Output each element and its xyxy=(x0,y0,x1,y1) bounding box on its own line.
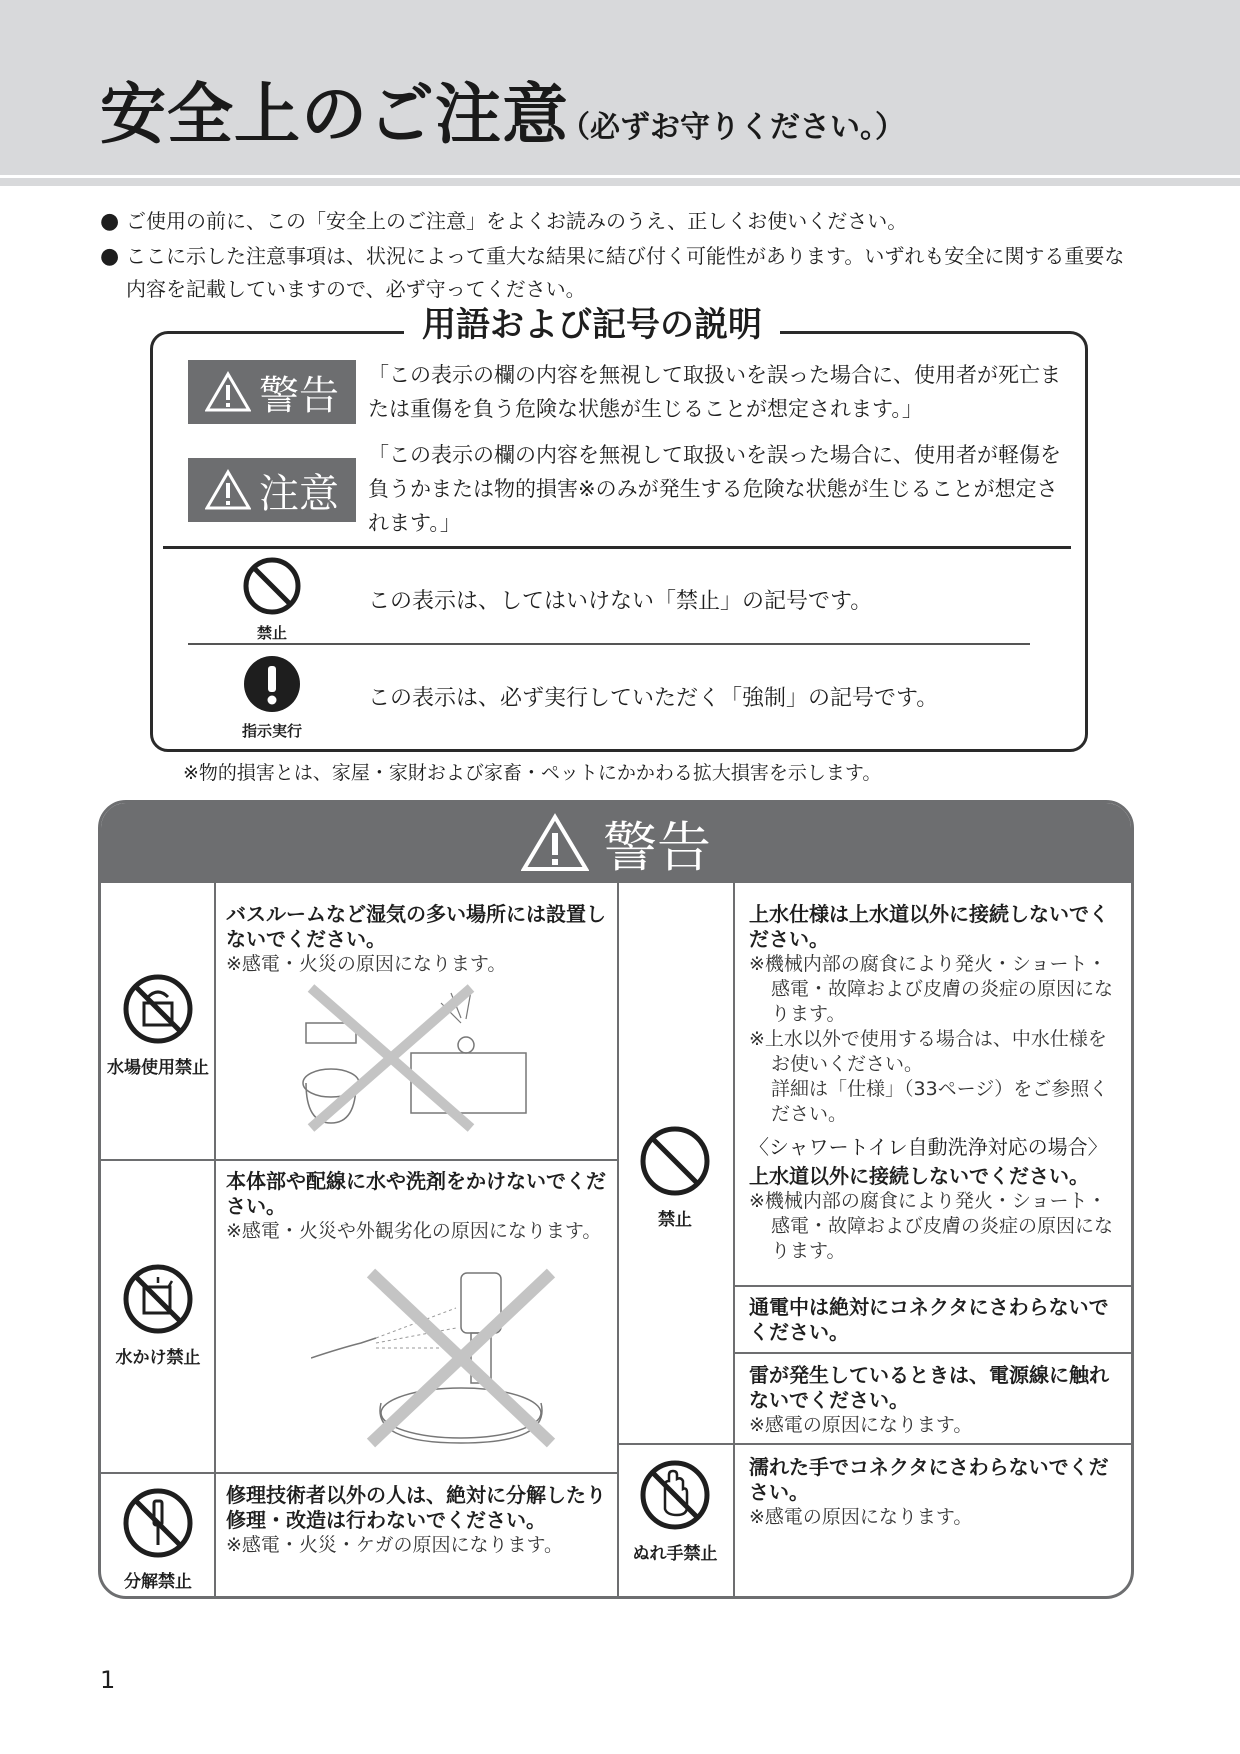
warning-note: ※感電の原因になります。 xyxy=(749,1506,973,1528)
bathroom-illustration xyxy=(301,983,531,1133)
intro-item xyxy=(100,240,1140,306)
warning-note: ※感電の原因になります。 xyxy=(749,1414,973,1436)
warning-note: ※感電・火災や外観劣化の原因になります。 xyxy=(226,1220,602,1242)
grid-line xyxy=(101,1472,617,1474)
no-wet-area-icon xyxy=(122,973,194,1045)
mandatory-caption: 指示実行 xyxy=(241,722,302,740)
warning-note: 詳細は「仕様」（33ページ）をご参照ください。 xyxy=(771,1078,1109,1125)
mandatory-description: この表示は、必ず実行していただく「強制」の記号です。 xyxy=(368,686,939,711)
no-water-spray-icon xyxy=(122,1263,194,1335)
warning-item xyxy=(749,1455,1123,1530)
water-spray-illustration xyxy=(311,1263,571,1448)
header-rule xyxy=(0,178,1240,186)
caution-triangle-icon xyxy=(205,469,251,511)
intro-text: ご使用の前に、この「安全上のご注意」をよくお読みのうえ、正しくお使いください。 xyxy=(126,209,908,233)
legend-divider xyxy=(163,546,1071,549)
page-subtitle: （必ずお守りください。） xyxy=(560,110,905,145)
caution-signal-badge xyxy=(188,458,356,522)
caution-label: 注意 xyxy=(259,470,339,517)
bullet-icon: ● xyxy=(100,209,120,234)
intro-item xyxy=(100,205,1140,238)
grid-line xyxy=(214,883,216,1596)
grid-line xyxy=(733,1352,1131,1354)
warning-note: ※上水以外で使用する場合は、中水仕様をお使いください。 xyxy=(749,1028,1107,1075)
no-disassembly-symbol xyxy=(103,1487,213,1592)
page-title: 安全上のご注意 xyxy=(100,76,569,153)
prohibit-icon xyxy=(242,556,302,616)
warning-panel-title: 警告 xyxy=(603,815,711,879)
warning-panel-header xyxy=(101,803,1131,883)
warning-item xyxy=(749,1295,1123,1345)
no-disassembly-icon xyxy=(122,1487,194,1559)
caution-description: 「この表示の欄の内容を無視して取扱いを誤った場合に、使用者が軽傷を負うかまたは物的損害※のみが発生する危険な状態が生じることが想定されます。」 xyxy=(368,443,1061,535)
grid-line xyxy=(617,1443,1131,1445)
warning-signal-badge xyxy=(188,360,356,424)
no-wet-hands-symbol xyxy=(620,1459,730,1564)
no-wet-area-caption: 水場使用禁止 xyxy=(107,1058,209,1078)
prohibit-caption: 禁止 xyxy=(256,624,287,642)
footnote: ※物的損害とは、家屋・家財および家畜・ペットにかかわる拡大損害を示します。 xyxy=(183,762,882,784)
legend-divider xyxy=(188,643,1030,645)
warning-panel xyxy=(98,800,1134,1599)
warning-heading: 本体部や配線に水や洗剤をかけないでください。 xyxy=(226,1169,606,1218)
warning-heading: 通電中は絶対にコネクタにさわらないでください。 xyxy=(749,1295,1109,1344)
warning-item xyxy=(226,1483,606,1558)
warning-label: 警告 xyxy=(259,372,339,419)
warning-heading: 上水道以外に接続しないでください。 xyxy=(749,1164,1089,1188)
no-disassembly-caption: 分解禁止 xyxy=(124,1572,192,1592)
no-water-spray-caption: 水かけ禁止 xyxy=(115,1348,201,1368)
grid-line xyxy=(733,1285,1131,1287)
warning-note: ※機械内部の腐食により発火・ショート・感電・故障および皮膚の炎症の原因になります。 xyxy=(749,1190,1114,1262)
warning-item xyxy=(749,902,1123,1264)
page-number: 1 xyxy=(100,1666,116,1694)
no-wet-hands-icon xyxy=(639,1459,711,1531)
warning-heading: バスルームなど湿気の多い場所には設置しないでください。 xyxy=(226,902,606,951)
exclamation-icon xyxy=(242,654,302,714)
prohibit-symbol xyxy=(620,1125,730,1230)
prohibit-caption: 禁止 xyxy=(658,1210,692,1230)
warning-heading: 修理技術者以外の人は、絶対に分解したり修理・改造は行わないでください。 xyxy=(226,1483,606,1532)
prohibit-description: この表示は、してはいけない「禁止」の記号です。 xyxy=(368,589,873,614)
warning-description: 「この表示の欄の内容を無視して取扱いを誤った場合に、使用者が死亡または重傷を負う危険な状態が生じることが想定されます。」 xyxy=(368,363,1061,421)
sub-condition: 〈シャワートイレ自動洗浄対応の場合〉 xyxy=(749,1135,1108,1159)
warning-heading: 雷が発生しているときは、電源線に触れないでください。 xyxy=(749,1363,1109,1412)
no-wet-area-symbol xyxy=(103,973,213,1078)
intro-text: ここに示した注意事項は、状況によって重大な結果に結び付く可能性があります。いずれも安全に関する重要な内容を記載していますので、必ず守ってください。 xyxy=(126,244,1125,301)
warning-heading: 濡れた手でコネクタにさわらないでください。 xyxy=(749,1455,1109,1504)
mandatory-symbol xyxy=(226,654,318,741)
intro-list xyxy=(100,205,1140,306)
prohibit-icon xyxy=(639,1125,711,1197)
bullet-icon: ● xyxy=(100,244,120,269)
no-wet-hands-caption: ぬれ手禁止 xyxy=(632,1544,718,1564)
warning-note: ※感電・火災の原因になります。 xyxy=(226,953,507,975)
warning-note: ※感電・火災・ケガの原因になります。 xyxy=(226,1534,564,1556)
grid-line xyxy=(101,1159,617,1161)
no-water-spray-symbol xyxy=(103,1263,213,1368)
grid-line xyxy=(617,883,619,1596)
warning-heading: 上水仕様は上水道以外に接続しないでください。 xyxy=(749,902,1109,951)
warning-item xyxy=(749,1363,1123,1438)
warning-triangle-icon xyxy=(521,813,589,873)
warning-triangle-icon xyxy=(205,371,251,413)
prohibit-symbol xyxy=(233,556,311,643)
grid-line xyxy=(733,883,735,1596)
legend-title: 用語および記号の説明 xyxy=(404,302,780,348)
warning-note: ※機械内部の腐食により発火・ショート・感電・故障および皮膚の炎症の原因になります。 xyxy=(749,953,1114,1025)
warning-item xyxy=(226,902,606,977)
warning-item xyxy=(226,1169,606,1244)
